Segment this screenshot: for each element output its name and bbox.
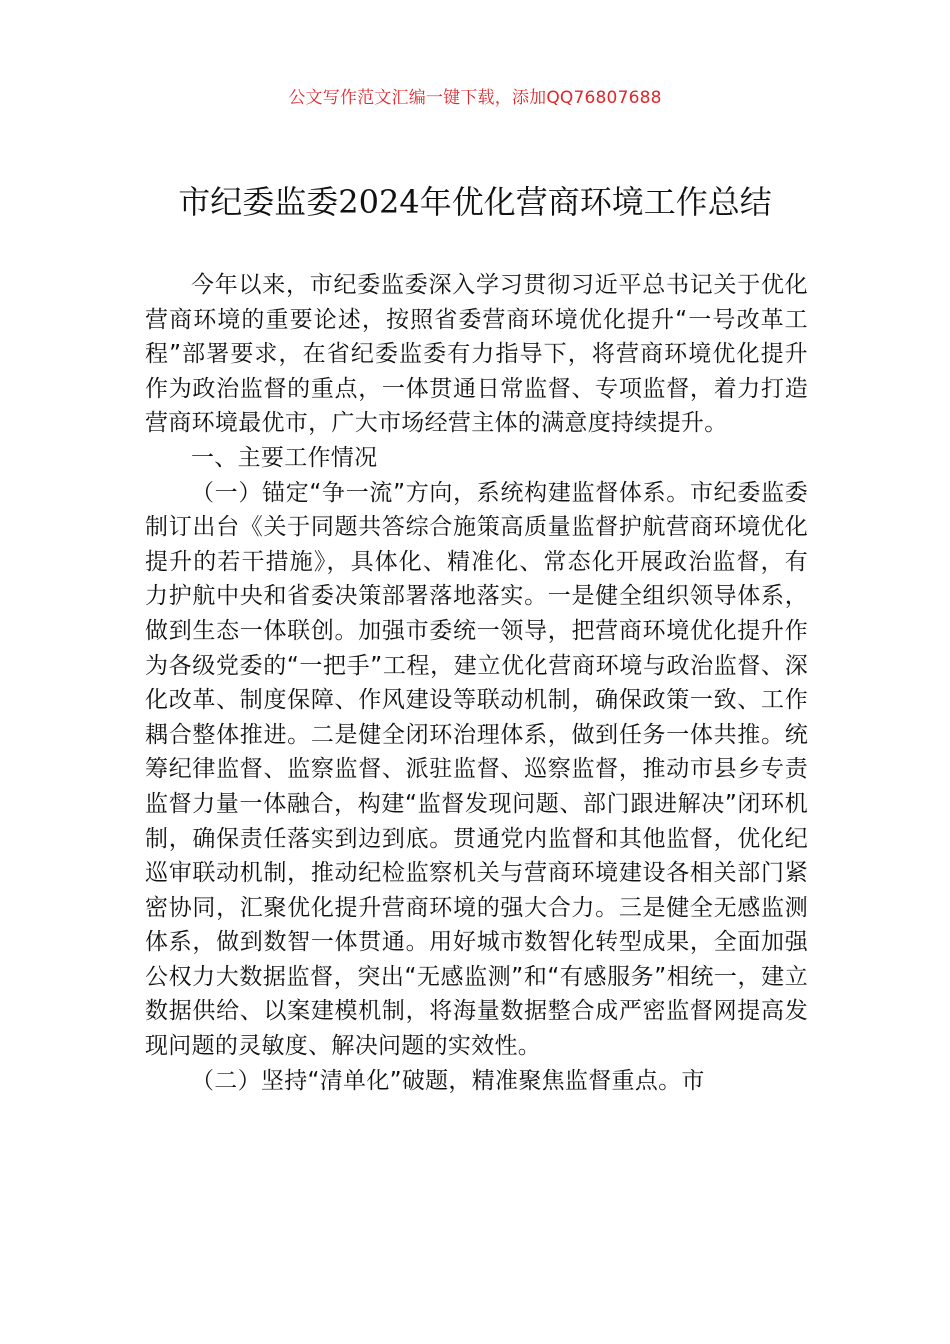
document-body [145, 268, 808, 1098]
subsection-1-paragraph: （一）锚定“争一流”方向，系统构建监督体系。市纪委监委制订出台《关于同题共答综合施策高质量监督护航营商环境优化提升的若干措施》，具体化、精准化、常态化开展政治监督，有力护航中央和省委决策部署落地落实。一是健全组织领导体系，做到生态一体联创。加强市委统一领导，把营商环境优化提升作为各级党委的“一把手”工程，建立优化营商环境与政治监督、深化改革、制度保障、作风建设等联动机制，确保政策一致、工作耦合整体推进。二是健全闭环治理体系，做到任务一体共推。统筹纪律监督、监察监督、派驻监督、巡察监督，推动市县乡专责监督力量一体融合，构建“监督发现问题、部门跟进解决”闭环机制，确保责任落实到边到底。贯通党内监督和其他监督，优化纪巡审联动机制，推动纪检监察机关与营商环境建设各相关部门紧密协同，汇聚优化提升营商环境的强大合力。三是健全无感监测体系，做到数智一体贯通。用好城市数智化转型成果，全面加强公权力大数据监督，突出“无感监测”和“有感服务”相统一，建立数据供给、以案建模机制，将海量数据整合成严密监督网提高发现问题的灵敏度、解决问题的实效性。 [145, 479, 808, 1060]
subsection-2-paragraph: （二）坚持“清单化”破题，精准聚焦监督重点。市 [191, 1067, 705, 1094]
section-heading: 一、主要工作情况 [191, 444, 378, 471]
download-notice: 公文写作范文汇编一键下载，添加QQ76807688 [288, 88, 662, 108]
document-title: 市纪委监委2024年优化营商环境工作总结 [178, 183, 772, 221]
intro-paragraph: 今年以来，市纪委监委深入学习贯彻习近平总书记关于优化营商环境的重要论述，按照省委营商环境优化提升“一号改革工程”部署要求，在省纪委监委有力指导下，将营商环境优化提升作为政治监督的重点，一体贯通日常监督、专项监督，着力打造营商环境最优市，广大市场经营主体的满意度持续提升。 [145, 272, 808, 437]
